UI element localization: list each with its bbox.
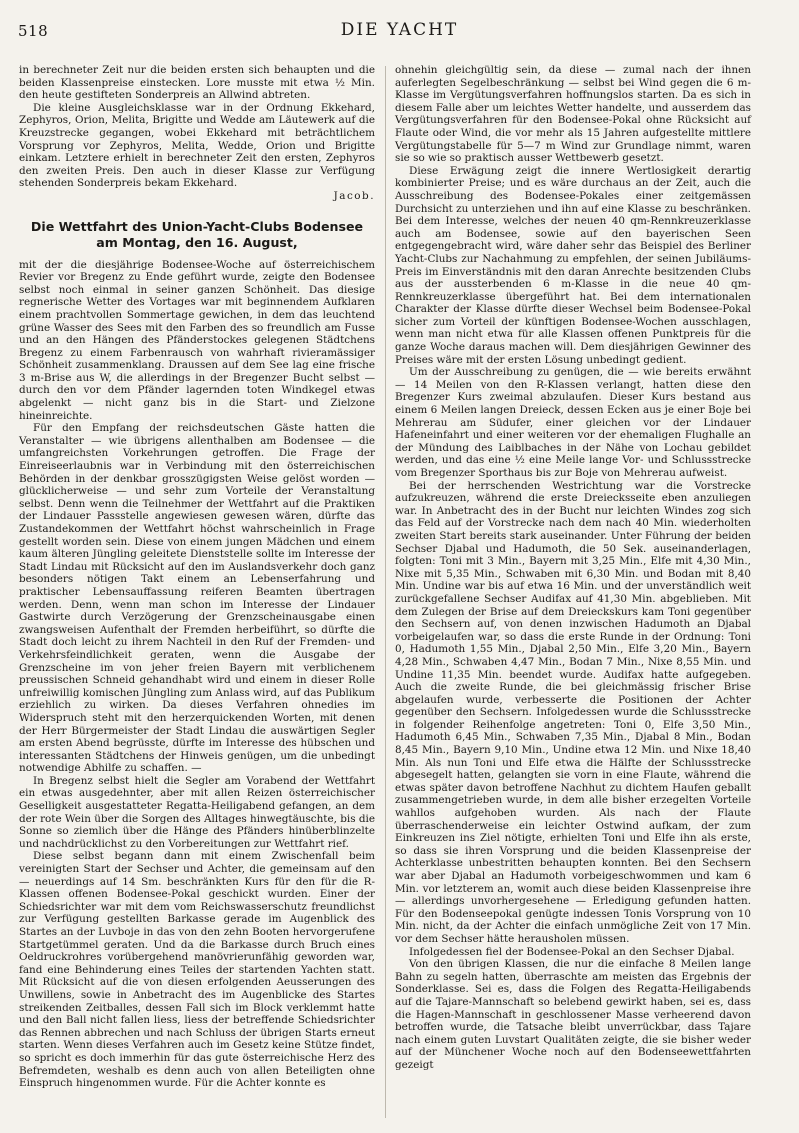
section-heading: Die Wettfahrt des Union-Yacht-Clubs Bodensee am Montag, den 16. August, bbox=[30, 218, 364, 250]
paragraph: Bei der herrschenden Westrichtung war die Vorstrecke aufzukreuzen, während die erste Dreiecksseite eben anzuliegen war. In Anbetracht des in der Bucht nur leichten Windes zog sich das Feld auf der Vorstrecke nach dem nach 40 Min. wiederholten zweiten Start bereits stark auseinander. Unter Führung der beiden Sechser Djabal und Hadumoth, die 50 Sek. auseinanderlagen, folgten: Toni mit 3 Min., Bayern mit 3,25 Min., Elfe mit 4,30 Min., Nixe mit 5,35 Min., Schwaben mit 6,30 Min. und Bodan mit 8,40 Min. Undine war bis auf etwa 16 Min. und der unverständlich weit zurückgefallene Sechser Audifax auf 41,30 Min. abgeblieben. Mit dem Zulegen der Brise auf dem Dreieckskurs kam Toni gegenüber den Sechsern auf, von denen inzwischen Hadumoth an Djabal vorbeigelaufen war, so dass die erste Runde in der Ordnung: Toni 0, Hadumoth 1,55 Min., Djabal 2,50 Min., Elfe 3,20 Min., Bayern 4,28 Min., Schwaben 4,47 Min., Bodan 7 Min., Nixe 8,55 Min. und Undine 11,35 Min. beendet wurde. Audifax hatte aufgegeben. Auch die zweite Runde, die bei gleichmässig frischer Brise abgelaufen wurde, verbesserte die Positionen der Achter gegenüber den Sechsern. Infolgedessen wurde die Schlussstrecke in folgender Reihenfolge angetreten: Toni 0, Elfe 3,50 Min., Hadumoth 6,45 Min., Schwaben 7,35 Min., Djabal 8 Min., Bodan 8,45 Min., Bayern 9,10 Min., Undine etwa 12 Min. und Nixe 18,40 Min. Als nun Toni und Elfe etwa die Hälfte der Schlussstrecke abgesegelt hatten, gelangten sie vorn in eine Flaute, während die etwas später davon betroffene Nachhut zu dichtem Haufen geballt zusammengetrieben wurde, in dem alle bisher erzegelten Vorteile wahllos aufgehoben wurden. Als nach der Flaute überraschenderweise ein leichter Ostwind aufkam, der zum Einkreuzen ins Ziel nötigte, erhielten Toni und Elfe ihn als erste, so dass sie ihren Vorsprung und die beiden Klassenpreise der Achterklasse unbestritten behaupten konnten. Bei den Sechsern war aber Djabal an Hadumoth vorbeigeschwommen und kam 6 Min. vor letzterem an, womit auch diese beiden Klassenpreise ihre — allerdings unvorhergesehene — Erledigung gefunden hatten. Für den Bodenseepokal genügte indessen Tonis Vorsprung von 10 Min. nicht, da der Achter die einfach unmögliche Zeit von 17 Min. vor dem Sechser hätte herausholen müssen. bbox=[395, 479, 751, 945]
paragraph: Von den übrigen Klassen, die nur die einfache 8 Meilen lange Bahn zu segeln hatten, überraschte am meisten das Ergebnis der Sonderklasse. Sei es, dass die Folgen des Regatta-Heiligabends auf die Tajare-Mannschaft so belebend gewirkt haben, sei es, dass die Hagen-Mannschaft in geschlossener Masse verheerend davon betroffen wurde, die Tatsache bleibt unverrückbar, dass Tajare nach einem guten Luvstart Qualitäten zeigte, die sie bisher weder auf der Münchener Woche noch auf den Bodenseewettfahrten gezeigt bbox=[395, 958, 751, 1071]
running-head: DIE YACHT bbox=[340, 20, 459, 40]
paragraph: mit der die diesjährige Bodensee-Woche auf österreichischem Revier vor Bregenz zu Ende geführt wurde, zeigte den Bodensee selbst noch einmal in seiner ganzen Schönheit. Das diesige regnerische Wetter des Vortages war mit beginnendem Aufklaren einem prachtvollen Sommertage gewichen, in dem das leuchtend grüne Wasser des Sees mit den Farben des so freundlich am Fusse und an den Hängen des Pfänderstockes gelegenen Städtchens Bregenz zu einem Farbenrausch von wahrhaft rivieramässiger Schönheit zusammenklang. Draussen auf dem See lag eine frische 3 m-Brise aus W, die allerdings in der Bregenzer Bucht selbst — durch den vor dem Pfänder lagernden toten Windkegel etwas abgelenkt — nicht ganz bis in die Start- und Zielzone hineinreichte. bbox=[19, 258, 375, 422]
author-signature: Jacob. bbox=[333, 189, 375, 202]
paragraph: Infolgedessen fiel der Bodensee-Pokal an den Sechser Djabal. bbox=[409, 945, 735, 958]
left-column bbox=[19, 64, 375, 1090]
paragraph: Diese Erwägung zeigt die innere Wertlosigkeit derartig kombinierter Preise; und es wäre durchaus an der Zeit, auch die Ausschreibung des Bodensee-Pokales einer zeitgemässen Durchsicht zu unterziehen und ihn auf eine Klasse zu beschränken. Bei dem Interesse, welches der neuen 40 qm-Rennkreuzerklasse auch am Bodensee, sowie auf den bayerischen Seen entgegengebracht wird, wäre daher sehr das Beispiel des Berliner Yacht-Clubs zur Nachahmung zu empfehlen, der seinen Jubiläums-Preis im Einverständnis mit den daran Anrechte besitzenden Clubs aus der aussterbenden 6 m-Klasse in die neue 40 qm-Rennkreuzerklasse übergeführt hat. Bei dem internationalen Charakter der Klasse dürfte dieser Wechsel beim Bodensee-Pokal sicher zum Vorteil der künftigen Bodensee-Wochen ausschlagen, wenn man nicht etwa für alle Klassen offenen Punktpreis für die ganze Woche daraus machen will. Dem diesjährigen Gewinner des Preises wäre mit der ersten Lösung unbedingt gedient. bbox=[395, 164, 751, 366]
paragraph: ohnehin gleichgültig sein, da diese — zumal nach der ihnen auferlegten Segelbeschränkung — selbst bei Wind gegen die 6 m-Klasse im Vergütungsverfahren hoffnungslos starten. Da es sich in diesem Falle aber um leichtes Wetter handelte, und ausserdem das Vergütungsverfahren für den Bodensee-Pokal ohne Rücksicht auf Flaute oder Wind, die vor mehr als 15 Jahren aufgestellte mittlere Vergütungstabelle für 5—7 m Wind zur Grundlage nimmt, waren sie so wie so praktisch ausser Wettbewerb gesetzt. bbox=[395, 64, 751, 165]
paragraph: In Bregenz selbst hielt die Segler am Vorabend der Wettfahrt ein etwas ausgedehnter, aber mit allen Reizen österreichischer Geselligkeit ausgestatteter Regatta-Heiligabend gefangen, an dem der rote Wein über die Sorgen des Alltages hinwegtäuschte, bis die Sonne so ziemlich über die Hänge des Pfänders hinüberblinzelte und nachdrücklichst zu den Vorbereitungen zur Wettfahrt rief. bbox=[19, 774, 375, 850]
column-divider bbox=[385, 66, 386, 1118]
right-column bbox=[395, 64, 751, 1072]
paragraph: Die kleine Ausgleichsklasse war in der Ordnung Ekkehard, Zephyros, Orion, Melita, Brigitte und Wedde am Läutewerk auf die Kreuzstrecke gegangen, wobei Ekkehard mit beträchtlichem Vorsprung vor Zephyros, Melita, Wedde, Orion und Brigitte einkam. Letztere erhielt in berechneter Zeit den ersten, Zephyros den zweiten Preis. Den auch in dieser Klasse zur Verfügung stehenden Sonderpreis bekam Ekkehard. bbox=[19, 101, 375, 190]
paragraph: Diese selbst begann dann mit einem Zwischenfall beim vereinigten Start der Sechser und Achter, die gemeinsam auf den — neuerdings auf 14 Sm. beschränkten Kurs für den für die R-Klassen offenen Bodensee-Pokal geschickt wurden. Einer der Schiedsrichter war mit dem vom Reichswasserschutz freundlichst zur Verfügung gestellten Barkasse gerade im Augenblick des Startes an der Luvboje in das von den zehn Booten hervorgerufene Startgetümmel geraten. Und da die Barkasse durch Bruch eines Oeldruckrohres vorübergehend manövrierunfähig geworden war, fand eine Behinderung eines Teiles der startenden Yachten statt. Mit Rücksicht auf die von diesen erfolgenden Aeusserungen des Unwillens, sowie in Anbetracht des im Augenblicke des Startes streikenden Zeitballes, dessen Fall sich im Block verklemmt hatte und den Ball nicht fallen liess, liess der betreffende Schiedsrichter das Rennen abbrechen und nach Schluss der übrigen Starts erneut starten. Wenn dieses Verfahren auch im Gesetz keine Stütze findet, so spricht es doch immerhin für das gute österreichische Herz des Befremdeten, weshalb es denn auch von allen Beteiligten ohne Einspruch hingenommen wurde. Für die Achter konnte es bbox=[19, 850, 375, 1090]
paragraph: in berechneter Zeit nur die beiden ersten sich behaupten und die beiden Klassenpreise einstecken. Lore musste mit etwa ½ Min. den heute gestifteten Sonderpreis an Allwind abtreten. bbox=[19, 64, 375, 102]
paragraph: Um der Ausschreibung zu genügen, die — wie bereits erwähnt — 14 Meilen von den R-Klassen verlangt, hatten diese den Bregenzer Kurs zweimal abzulaufen. Dieser Kurs bestand aus einem 6 Meilen langen Dreieck, dessen Ecken aus je einer Boje bei Mehrerau am Südufer, einer gleichen vor der Lindauer Hafeneinfahrt und einer weiteren vor der ehemaligen Flughalle an der Mündung des Laiblbaches in der Nähe von Lochau gebildet werden, und das eine ½ eine Meile lange Vor- und Schlussstrecke vom Bregenzer Sporthaus bis zur Boje von Mehrerau aufweist. bbox=[395, 366, 751, 479]
page-number: 518 bbox=[18, 22, 49, 40]
paragraph: Für den Empfang der reichsdeutschen Gäste hatten die Veranstalter — wie übrigens allenthalben am Bodensee — die umfangreichsten Vorkehrungen getroffen. Die Frage der Einreiseerlaubnis war in Verbindung mit den österreichischen Behörden in der denkbar grosszügigsten Weise gelöst worden — glücklicherweise — und sehr zum Vorteile der Veranstaltung selbst. Denn wenn die Teilnehmer der Wettfahrt auf die Praktiken der Lindauer Passstelle angewiesen gewesen wären, dürfte das Zustandekommen der Wettfahrt höchst wahrscheinlich in Frage gestellt worden sein. Diese von einem jungen Mädchen und einem kaum älteren Jüngling geleitete Dienststelle sollte im Interesse der Stadt Lindau mit Rücksicht auf den im Auslandsverkehr doch ganz besonders nötigen Takt einem an Lebenserfahrung und praktischer Lebensauffassung reiferen Beamten übertragen werden. Denn, wenn man schon im Interesse der Lindauer Gastwirte durch Verzögerung der Grenzscheinausgabe einen zwangsweisen Aufenthalt der Fremden herbeiführt, so dürfte die Stadt doch leicht zu ihrem Nachteil in den Ruf der Fremden- und Verkehrsfeindlichkeit geraten, wenn die Ausgabe der Grenzscheine im von jeher freien Bayern mit verblichenem preussischen Schneid gehandhabt wird und einem in dieser Rolle unfreiwillig komischen Jüngling zum Anlass wird, auf das Publikum erziehlich zu wirken. Da dieses Verfahren ohnedies im Widerspruch steht mit den herzerquickenden Worten, mit denen der Herr Bürgermeister der Stadt Lindau die auswärtigen Segler am ersten Abend begrüsste, dürfte im Interesse des hübschen und interessanten Städtchens der Hinweis genügen, um die unbedingt notwendige Abhilfe zu schaffen. — bbox=[19, 422, 375, 775]
